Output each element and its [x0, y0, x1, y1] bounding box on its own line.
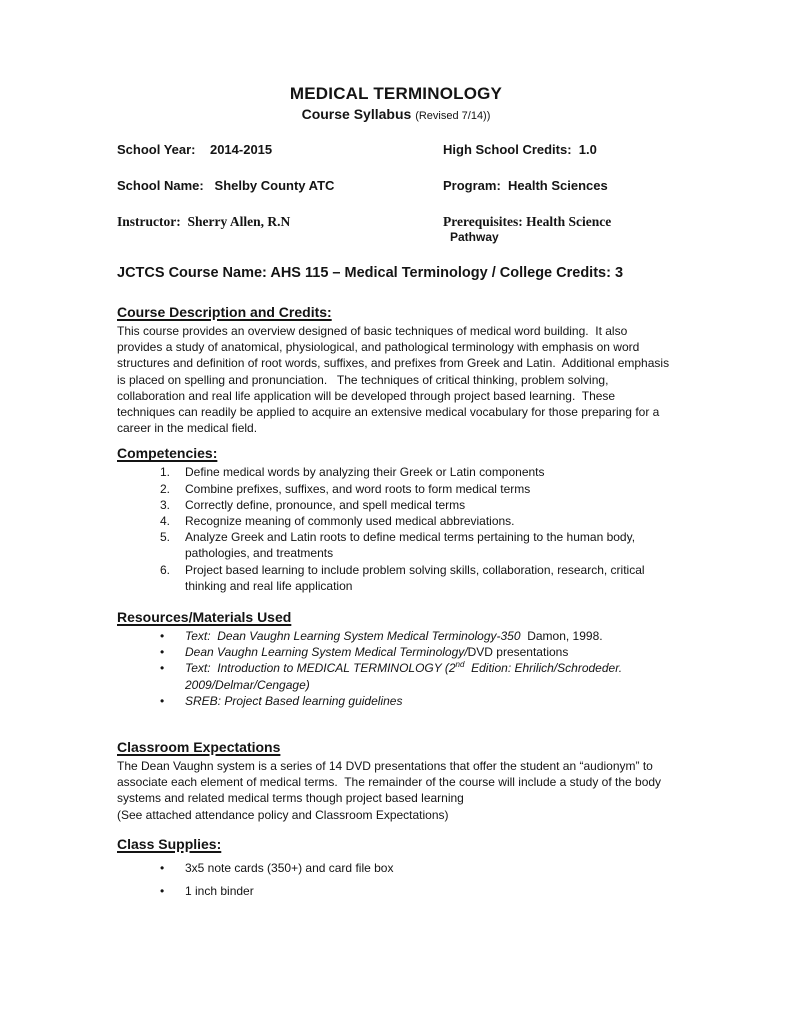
jctcs-course-line: JCTCS Course Name: AHS 115 – Medical Terminology / College Credits: 3: [117, 265, 624, 281]
list-item-text: Correctly define, pronounce, and spell medical terms: [185, 497, 466, 512]
list-item-number: 1.: [160, 465, 171, 480]
list-item: [117, 883, 675, 899]
info-row-instructor-prereq: [117, 213, 675, 245]
list-item-text: Project based learning to include problem solving skills, collaboration, research, critical thinking and real life application: [185, 562, 645, 593]
list-item: [117, 464, 675, 480]
document-subtitle: [117, 106, 675, 125]
prerequisites-line: Prerequisites: Health Science: [443, 214, 612, 229]
resource-text-2: [185, 644, 675, 660]
program-line: Program: Health Sciences: [443, 178, 608, 193]
list-item: [117, 693, 675, 709]
list-item: [117, 644, 675, 660]
classroom-expectations-heading: Classroom Expectations: [117, 739, 281, 756]
ordinal-superscript: nd: [455, 660, 465, 670]
section-classroom-expectations: [117, 738, 675, 823]
section-class-supplies: [117, 835, 675, 899]
bullet-icon: •: [160, 693, 165, 708]
resource-text-3: [185, 660, 675, 692]
supplies-list: [117, 860, 675, 899]
resource-media: DVD presentations: [467, 645, 569, 660]
resource-title: Dean Vaughn Learning System Medical Terminology/: [185, 645, 468, 660]
bullet-icon: •: [160, 661, 165, 676]
course-description-heading: Course Description and Credits:: [117, 304, 332, 320]
list-item-number: 5.: [160, 530, 171, 545]
high-school-credits-line: High School Credits: 1.0: [443, 142, 597, 157]
school-name-line: School Name: Shelby County ATC: [117, 178, 335, 193]
classroom-expectations-note: (See attached attendance policy and Classroom Expectations): [117, 807, 449, 822]
list-item-number: 2.: [160, 481, 171, 496]
resource-publisher: Damon, 1998.: [520, 629, 603, 644]
resources-heading: Resources/Materials Used: [117, 609, 292, 626]
bullet-icon: •: [160, 629, 165, 644]
list-item-text: Analyze Greek and Latin roots to define medical terms pertaining to the human body, pathologies, and treatments: [185, 530, 636, 561]
list-item: [117, 562, 675, 594]
list-item: [117, 481, 675, 497]
list-item: [117, 497, 675, 513]
prerequisites-block: [443, 213, 675, 245]
resources-list: [117, 628, 675, 709]
section-resources: [117, 608, 675, 709]
resource-title: Text: Introduction to MEDICAL TERMINOLOGY (2: [185, 661, 456, 676]
school-year-line: School Year: 2014-2015: [117, 142, 273, 157]
resource-edition: Edition: Ehrilich/Schrodeder. 2009/Delmar/Cengage): [185, 661, 626, 692]
instructor-line: Instructor: Sherry Allen, R.N: [117, 214, 291, 229]
list-item-text: Recognize meaning of commonly used medical abbreviations.: [185, 514, 515, 529]
resource-title: Text: Dean Vaughn Learning System Medical Terminology-350: [185, 629, 521, 644]
list-item-text: Combine prefixes, suffixes, and word roots to form medical terms: [185, 481, 531, 496]
bullet-icon: •: [160, 860, 165, 875]
bullet-icon: •: [160, 884, 165, 899]
prerequisites-pathway-line: Pathway: [450, 230, 499, 244]
list-item-number: 4.: [160, 514, 171, 529]
list-item: [117, 529, 675, 561]
title-block: [117, 84, 675, 125]
list-item-number: 6.: [160, 562, 171, 577]
bullet-icon: •: [160, 645, 165, 660]
document-title: MEDICAL TERMINOLOGY: [289, 84, 503, 103]
list-item-text: Define medical words by analyzing their Greek or Latin components: [185, 465, 545, 480]
classroom-expectations-body: The Dean Vaughn system is a series of 14 DVD presentations that offer the student an “audionym” to associate each element of medical terms. The remainder of the course will include a study of the body systems and related medical terms though project based learning: [117, 759, 665, 806]
class-supplies-heading: Class Supplies:: [117, 835, 222, 852]
competencies-heading: Competencies:: [117, 445, 218, 462]
course-description-body: This course provides an overview designed of basic techniques of medical word building. It also provides a study of anatomical, physiological, and pathological terminology with emphasis on word structures and definition of root words, suffixes, and prefixes from Greek and Latin. Additional emphasis is placed on spelling and pronunciation. The techniques of critical thinking, problem solving, collaboration and real life application will be developed through project based learning. These techniques can readily be applied to acquire an extensive medical vocabulary for those preparing for a career in the medical field.: [117, 324, 673, 436]
supply-item-text: 3x5 note cards (350+) and card file box: [185, 860, 394, 875]
section-competencies: [117, 444, 675, 594]
competencies-list: [117, 464, 675, 594]
resource-text-1: [185, 628, 675, 644]
info-row-year-credits: [117, 141, 675, 158]
course-info-block: [117, 141, 675, 245]
list-item: [117, 860, 675, 876]
course-syllabus-label: Course Syllabus: [301, 106, 412, 122]
list-item: [117, 660, 675, 692]
list-item: [117, 628, 675, 644]
list-item-number: 3.: [160, 497, 171, 512]
revision-note: (Revised 7/14)): [415, 110, 491, 122]
list-item: [117, 513, 675, 529]
section-course-description: [117, 303, 675, 436]
supply-item-text: 1 inch binder: [185, 884, 254, 899]
resource-text-4: SREB: Project Based learning guidelines: [185, 693, 403, 708]
info-row-name-program: [117, 177, 675, 194]
